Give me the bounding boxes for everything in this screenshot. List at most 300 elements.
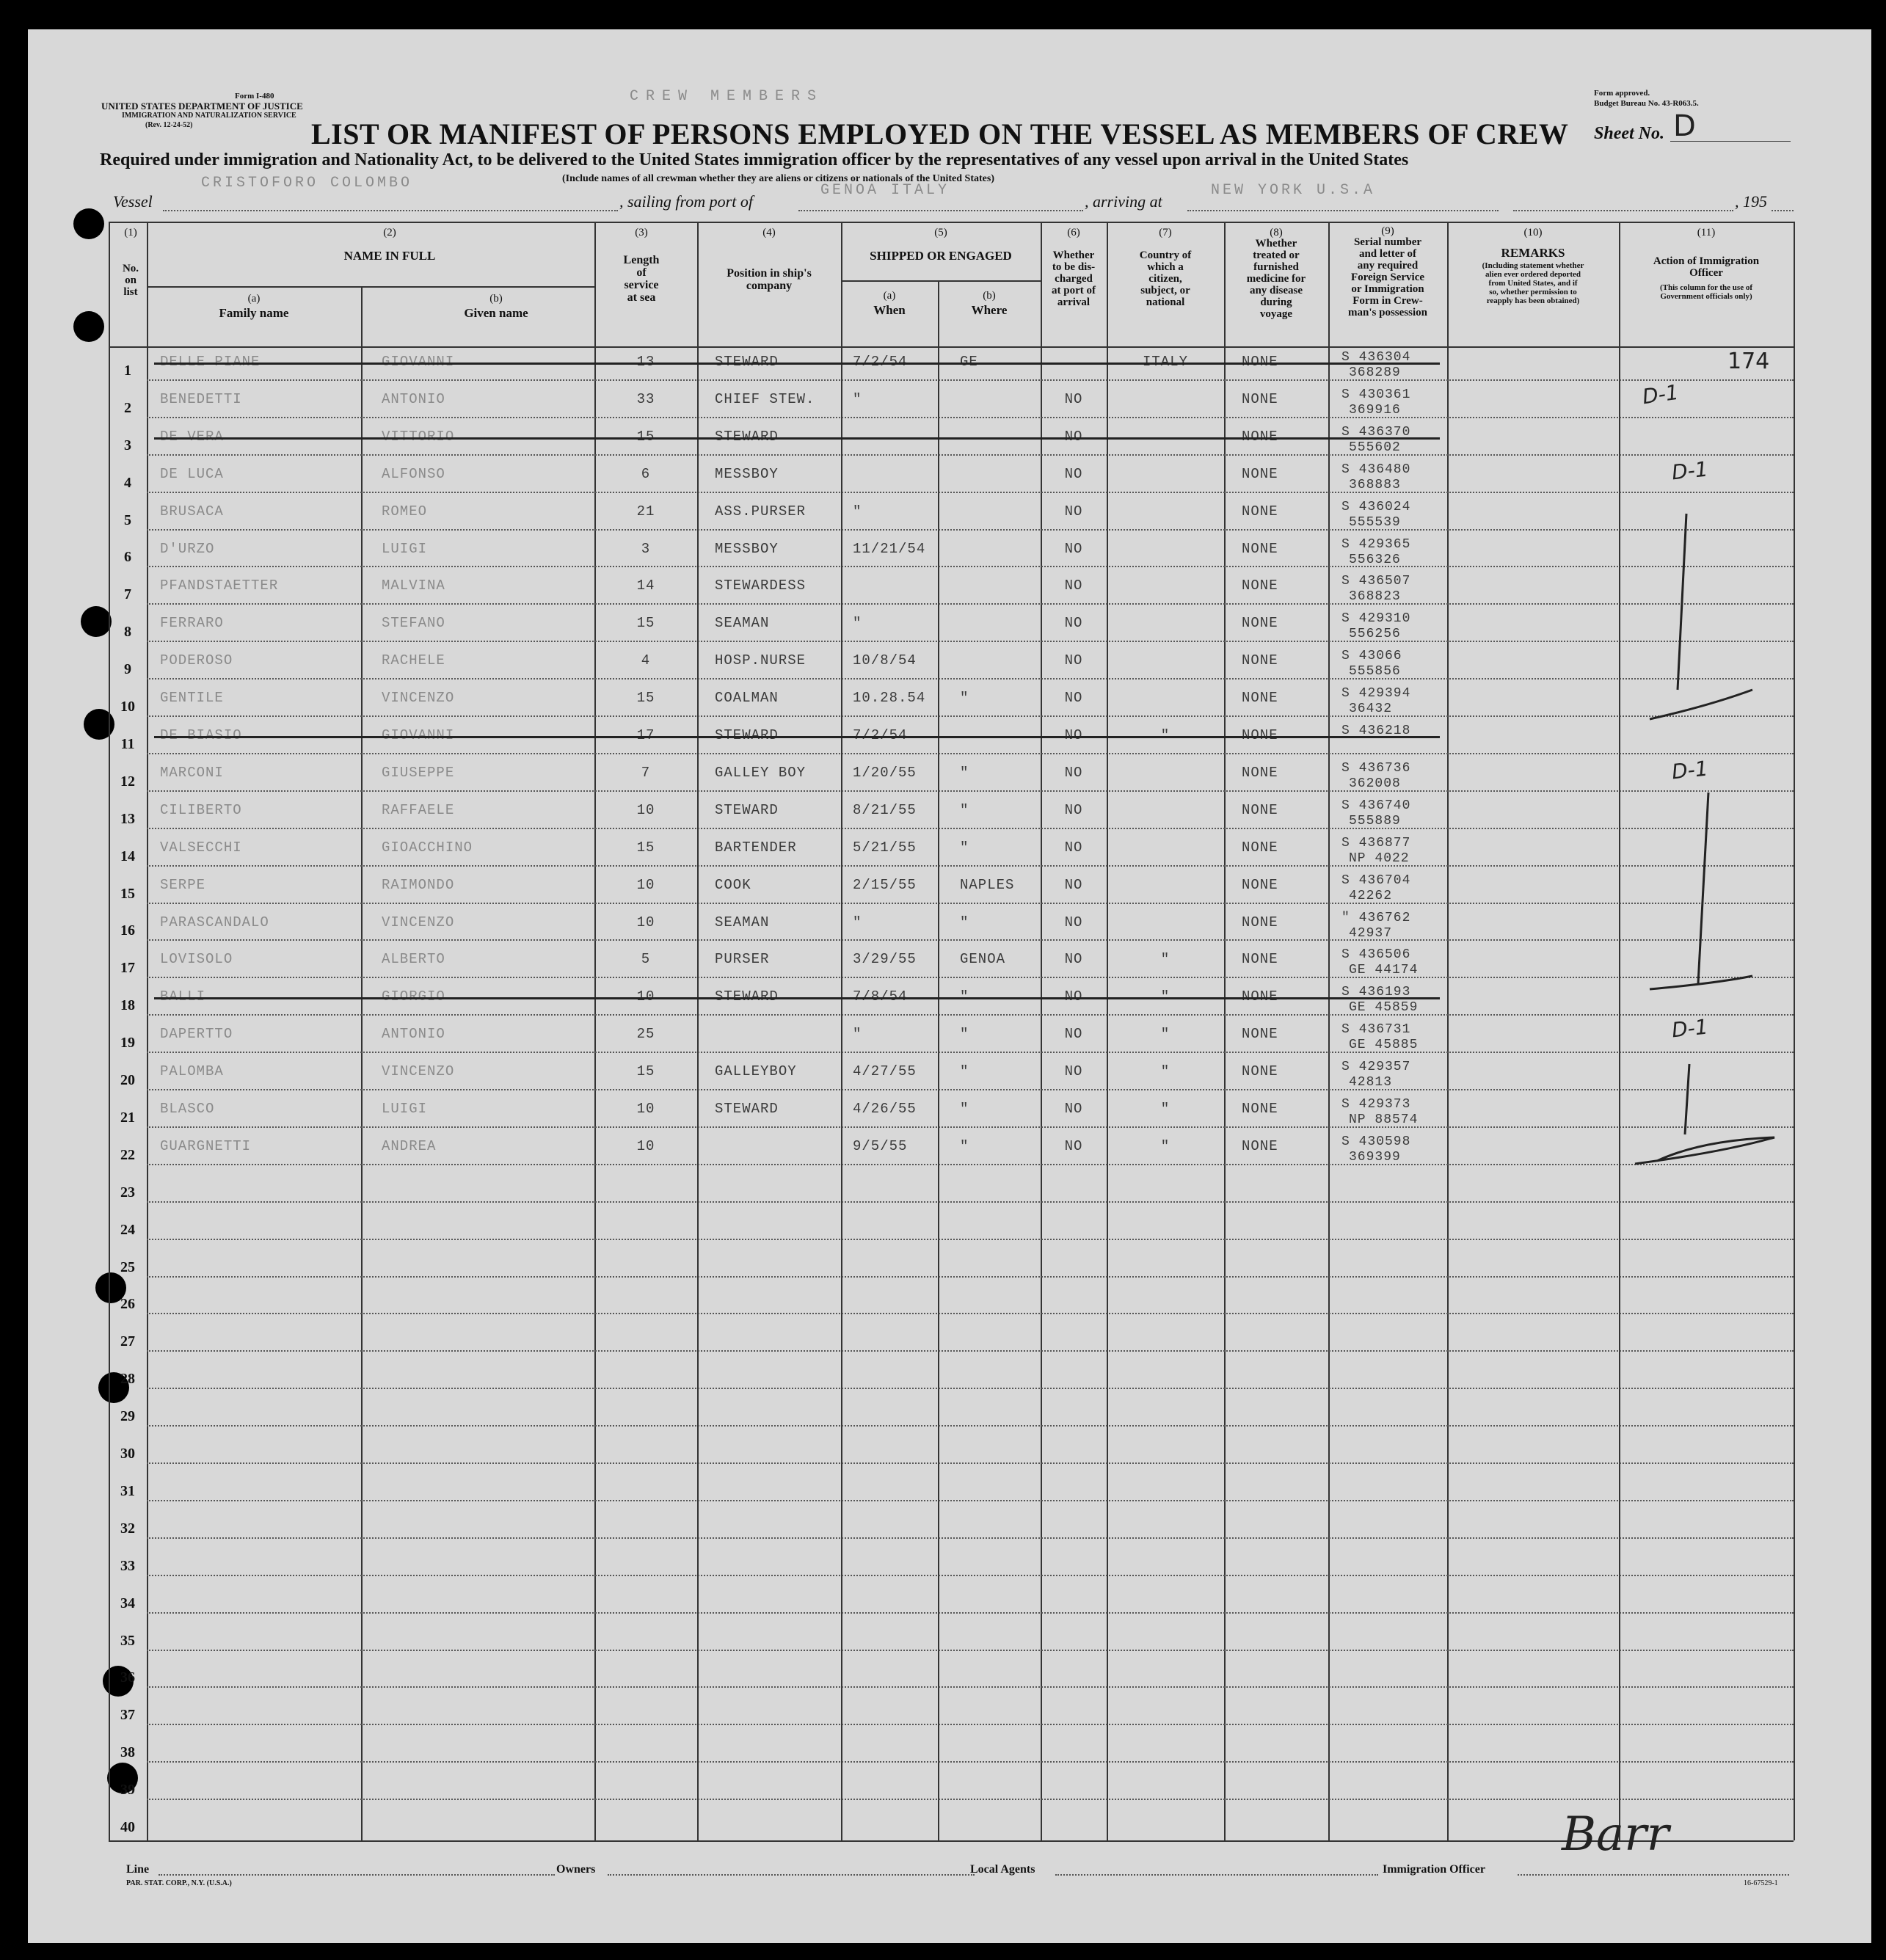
cell-service: 10 xyxy=(636,801,655,818)
cell-serial-2: 369916 xyxy=(1349,402,1401,418)
line-number: 13 xyxy=(120,810,135,827)
punch-hole xyxy=(73,311,104,342)
cell-country: " xyxy=(1160,1137,1170,1154)
cell-service: 25 xyxy=(636,1026,655,1043)
cell-family: D'URZO xyxy=(160,540,215,557)
col3-label: Length of service at sea xyxy=(623,254,660,304)
cell-serial: S 436304 xyxy=(1341,350,1411,365)
page-title: LIST OR MANIFEST OF PERSONS EMPLOYED ON THE VESSEL AS MEMBERS OF CREW xyxy=(311,117,1569,150)
line-number: 27 xyxy=(120,1333,135,1350)
cell-discharge: NO xyxy=(1064,801,1083,818)
col2a-number: (a) xyxy=(247,293,261,305)
cell-serial: S 43066 xyxy=(1341,649,1402,664)
cell-serial-2: 36432 xyxy=(1349,702,1393,717)
cell-service: 3 xyxy=(641,540,651,557)
cell-medicine: NONE xyxy=(1242,578,1278,594)
cell-service: 10 xyxy=(636,914,655,930)
form-number: Form I-480 xyxy=(235,92,274,101)
cell-discharge: NO xyxy=(1064,428,1083,445)
line-number: 3 xyxy=(124,437,131,453)
cell-discharge: NO xyxy=(1064,390,1083,407)
line-number: 8 xyxy=(124,624,131,641)
cell-given: RAIMONDO xyxy=(382,876,455,893)
cell-service: 5 xyxy=(641,951,651,968)
cell-given: VITTORIO xyxy=(382,428,455,445)
officer-mark: D-1 xyxy=(1670,456,1710,485)
cell-family: DE VERA xyxy=(160,428,224,445)
cell-serial-2: 555889 xyxy=(1349,813,1401,828)
cell-service: 10 xyxy=(636,988,655,1005)
line-number: 2 xyxy=(124,399,131,416)
cell-serial: S 436877 xyxy=(1341,835,1411,850)
officer-mark: D-1 xyxy=(1670,756,1710,784)
cell-where: " xyxy=(960,988,969,1005)
cell-discharge: NO xyxy=(1064,764,1083,781)
cell-serial: S 436193 xyxy=(1341,985,1411,1000)
col5b-label: Where xyxy=(971,303,1008,317)
line-number: 5 xyxy=(124,511,131,528)
cell-medicine: NONE xyxy=(1242,390,1278,407)
arriving-value: NEW YORK U.S.A xyxy=(1211,182,1376,199)
cell-given: MALVINA xyxy=(382,578,445,594)
cell-given: GIOVANNI xyxy=(382,727,455,743)
punch-hole xyxy=(81,606,112,637)
cell-serial-2: 555856 xyxy=(1349,664,1401,680)
punch-hole xyxy=(73,208,104,239)
cell-service: 7 xyxy=(641,764,651,781)
cell-family: CILIBERTO xyxy=(160,801,242,818)
cell-serial: S 436218 xyxy=(1341,724,1411,738)
cell-when: " xyxy=(853,914,862,930)
cell-position: BARTENDER xyxy=(715,839,797,856)
cell-family: PALOMBA xyxy=(160,1063,224,1080)
cell-family: DELLE PIANE xyxy=(160,354,261,370)
cell-given: ANTONIO xyxy=(382,1026,445,1043)
line-number: 36 xyxy=(120,1669,135,1686)
line-number: 6 xyxy=(124,549,131,566)
cell-when: " xyxy=(853,503,862,520)
col9-number: (9) xyxy=(1381,225,1394,237)
line-number: 21 xyxy=(120,1109,135,1126)
cell-where: " xyxy=(960,1063,969,1080)
line-number: 4 xyxy=(124,474,131,491)
line-number: 12 xyxy=(120,773,135,790)
cell-serial: S 436740 xyxy=(1341,798,1411,813)
cell-when: 10.28.54 xyxy=(853,690,926,707)
cell-when: 2/15/55 xyxy=(853,876,917,893)
col10-number: (10) xyxy=(1523,227,1543,238)
cell-serial-2: GE 45859 xyxy=(1349,1000,1419,1016)
cell-medicine: NONE xyxy=(1242,652,1278,669)
cell-serial: S 436506 xyxy=(1341,947,1411,963)
line-number: 1 xyxy=(124,362,131,379)
cell-discharge: NO xyxy=(1064,1063,1083,1080)
cell-serial-2: 42813 xyxy=(1349,1075,1393,1090)
cell-medicine: NONE xyxy=(1242,876,1278,893)
cell-where: GE xyxy=(960,354,978,370)
include-note: (Include names of all crewman whether they are aliens or citizens or nationals of the United States) xyxy=(562,173,994,184)
line-number: 26 xyxy=(120,1296,135,1313)
line-number: 19 xyxy=(120,1035,135,1052)
cell-medicine: NONE xyxy=(1242,1137,1278,1154)
cell-discharge: NO xyxy=(1064,727,1083,743)
cell-serial: S 429365 xyxy=(1341,536,1411,552)
cell-family: DE LUCA xyxy=(160,465,224,482)
cell-serial: S 436024 xyxy=(1341,499,1411,514)
cell-position: CHIEF STEW. xyxy=(715,390,815,407)
form-revision: (Rev. 12-24-52) xyxy=(145,121,193,129)
sheet-value: D xyxy=(1673,109,1696,143)
line-number: 35 xyxy=(120,1632,135,1649)
cell-where: " xyxy=(960,839,969,856)
cell-serial-2: 556326 xyxy=(1349,552,1401,567)
cell-given: ALBERTO xyxy=(382,951,445,968)
cell-discharge: NO xyxy=(1064,1137,1083,1154)
cell-position: COOK xyxy=(715,876,751,893)
cell-service: 15 xyxy=(636,1063,655,1080)
line-number: 28 xyxy=(120,1371,135,1388)
officer-mark: D-1 xyxy=(1640,379,1681,409)
cell-given: LUIGI xyxy=(382,540,428,557)
cell-family: BENEDETTI xyxy=(160,390,242,407)
cell-family: DAPERTTO xyxy=(160,1026,233,1043)
cell-family: GENTILE xyxy=(160,690,224,707)
cell-position: STEWARD xyxy=(715,727,779,743)
col1-number: (1) xyxy=(124,227,137,238)
line-number: 20 xyxy=(120,1072,135,1088)
cell-serial-2: 42262 xyxy=(1349,888,1393,903)
cell-service: 4 xyxy=(641,652,651,669)
cell-discharge: NO xyxy=(1064,503,1083,520)
footer-line-label: Line xyxy=(126,1863,150,1876)
line-number: 39 xyxy=(120,1782,135,1799)
cell-serial-2: NP 4022 xyxy=(1349,850,1410,866)
cell-country: " xyxy=(1160,727,1170,743)
cell-when: 11/21/54 xyxy=(853,540,926,557)
col6-label: Whether to be dis- charged at port of arrival xyxy=(1052,249,1096,308)
cell-position: STEWARD xyxy=(715,801,779,818)
cell-service: 14 xyxy=(636,578,655,594)
cell-country: " xyxy=(1160,988,1170,1005)
cell-service: 21 xyxy=(636,503,655,520)
approval-line-1: Form approved. xyxy=(1594,89,1650,98)
cell-country: " xyxy=(1160,1063,1170,1080)
cell-serial: S 436731 xyxy=(1341,1022,1411,1038)
cell-position: STEWARD xyxy=(715,988,779,1005)
cell-family: VALSECCHI xyxy=(160,839,242,856)
col4-number: (4) xyxy=(762,227,776,238)
cell-service: 6 xyxy=(641,465,651,482)
cell-given: ANTONIO xyxy=(382,390,445,407)
cell-family: PODEROSO xyxy=(160,652,233,669)
cell-discharge: NO xyxy=(1064,951,1083,968)
cell-medicine: NONE xyxy=(1242,1101,1278,1117)
cell-discharge: NO xyxy=(1064,690,1083,707)
cell-given: GIUSEPPE xyxy=(382,764,455,781)
cell-where: " xyxy=(960,1026,969,1043)
service-name: IMMIGRATION AND NATURALIZATION SERVICE xyxy=(122,112,296,120)
line-number: 32 xyxy=(120,1520,135,1537)
cell-service: 15 xyxy=(636,839,655,856)
sheet-label: Sheet No. xyxy=(1594,124,1664,143)
crew-members-stamp: CREW MEMBERS xyxy=(630,88,824,105)
line-number: 37 xyxy=(120,1707,135,1724)
cell-given: GIOACCHINO xyxy=(382,839,473,856)
cell-serial-2: GE 45885 xyxy=(1349,1038,1419,1053)
footer-officer-label: Immigration Officer xyxy=(1383,1863,1485,1876)
cell-where: GENOA xyxy=(960,951,1006,968)
line-number: 31 xyxy=(120,1482,135,1499)
cell-given: VINCENZO xyxy=(382,1063,455,1080)
cell-serial: S 436507 xyxy=(1341,574,1411,589)
cell-position: SEAMAN xyxy=(715,914,770,930)
cell-country: ITALY xyxy=(1142,354,1188,370)
cell-discharge: NO xyxy=(1064,876,1083,893)
cell-serial: S 429357 xyxy=(1341,1060,1411,1075)
col2-label: NAME IN FULL xyxy=(343,249,436,263)
cell-service: 15 xyxy=(636,690,655,707)
strike-through-line xyxy=(154,736,1440,738)
cell-family: FERRARO xyxy=(160,615,224,632)
line-number: 30 xyxy=(120,1446,135,1462)
cell-position: ASS.PURSER xyxy=(715,503,807,520)
cell-when: 5/21/55 xyxy=(853,839,917,856)
cell-discharge: NO xyxy=(1064,578,1083,594)
cell-serial-2: 369399 xyxy=(1349,1149,1401,1165)
line-number: 23 xyxy=(120,1184,135,1201)
col1-label: No. on list xyxy=(122,263,139,298)
cell-service: 17 xyxy=(636,727,655,743)
department-name: UNITED STATES DEPARTMENT OF JUSTICE xyxy=(101,101,303,112)
cell-family: BALLI xyxy=(160,988,206,1005)
cell-when: 9/5/55 xyxy=(853,1137,908,1154)
cell-family: BRUSACA xyxy=(160,503,224,520)
cell-medicine: NONE xyxy=(1242,988,1278,1005)
cell-when: 8/21/55 xyxy=(853,801,917,818)
cell-given: LUIGI xyxy=(382,1101,428,1117)
cell-medicine: NONE xyxy=(1242,951,1278,968)
year-label: , 195 xyxy=(1735,192,1767,211)
cell-medicine: NONE xyxy=(1242,503,1278,520)
cell-country: " xyxy=(1160,1026,1170,1043)
cell-given: ROMEO xyxy=(382,503,428,520)
cell-where: " xyxy=(960,690,969,707)
col11-note: (This column for the use of Government officials only) xyxy=(1660,283,1752,301)
cell-serial-2: 362008 xyxy=(1349,776,1401,791)
cell-position: HOSP.NURSE xyxy=(715,652,807,669)
cell-country: " xyxy=(1160,951,1170,968)
cell-when: 3/29/55 xyxy=(853,951,917,968)
cell-serial-2: 555539 xyxy=(1349,514,1401,530)
cell-service: 10 xyxy=(636,1101,655,1117)
col5b-number: (b) xyxy=(983,290,996,302)
cell-family: PFANDSTAETTER xyxy=(160,578,279,594)
col2a-label: Family name xyxy=(219,306,289,320)
cell-serial: S 436736 xyxy=(1341,760,1411,776)
line-number: 14 xyxy=(120,848,135,864)
cell-service: 33 xyxy=(636,390,655,407)
cell-given: GIOVANNI xyxy=(382,354,455,370)
col7-label: Country of which a citizen, subject, or national xyxy=(1139,249,1192,308)
cell-position: STEWARD xyxy=(715,428,779,445)
col5-label: SHIPPED OR ENGAGED xyxy=(870,249,1012,263)
line-number: 22 xyxy=(120,1146,135,1163)
cell-serial: S 436370 xyxy=(1341,424,1411,440)
cell-when: 4/26/55 xyxy=(853,1101,917,1117)
cell-position: GALLEY BOY xyxy=(715,764,807,781)
strike-through-line xyxy=(154,997,1440,999)
cell-family: MARCONI xyxy=(160,764,224,781)
cell-where: NAPLES xyxy=(960,876,1015,893)
cell-family: DE BIASIO xyxy=(160,727,242,743)
cell-serial-2: 368289 xyxy=(1349,365,1401,380)
cell-position: STEWARD xyxy=(715,1101,779,1117)
cell-service: 15 xyxy=(636,428,655,445)
cell-serial-2: 555602 xyxy=(1349,440,1401,455)
col10-note: (Including statement whether alien ever ordered deported from United States, and if so, whether permission to reapply has been obtained) xyxy=(1482,261,1584,305)
strike-through-line xyxy=(154,437,1440,440)
cell-service: 10 xyxy=(636,876,655,893)
cell-service: 15 xyxy=(636,615,655,632)
cell-when: 7/2/54 xyxy=(853,354,908,370)
cell-where: " xyxy=(960,1101,969,1117)
cell-position: MESSBOY xyxy=(715,465,779,482)
line-number: 17 xyxy=(120,960,135,977)
cell-medicine: NONE xyxy=(1242,465,1278,482)
cell-medicine: NONE xyxy=(1242,764,1278,781)
col8-label: Whether treated or furnished medicine for any disease during voyage xyxy=(1246,238,1306,320)
col6-number: (6) xyxy=(1067,227,1080,238)
cell-medicine: NONE xyxy=(1242,839,1278,856)
line-number: 11 xyxy=(120,735,135,752)
cell-discharge: NO xyxy=(1064,652,1083,669)
cell-medicine: NONE xyxy=(1242,428,1278,445)
vessel-label: Vessel xyxy=(113,192,153,211)
cell-medicine: NONE xyxy=(1242,801,1278,818)
cell-service: 13 xyxy=(636,354,655,370)
cell-where: " xyxy=(960,801,969,818)
cell-given: VINCENZO xyxy=(382,914,455,930)
cell-medicine: NONE xyxy=(1242,1026,1278,1043)
cell-given: ANDREA xyxy=(382,1137,437,1154)
cell-serial: " 436762 xyxy=(1341,910,1411,925)
cell-family: LOVISOLO xyxy=(160,951,233,968)
approval-line-2: Budget Bureau No. 43-R063.5. xyxy=(1594,99,1699,108)
cell-when: 7/8/54 xyxy=(853,988,908,1005)
cell-medicine: NONE xyxy=(1242,540,1278,557)
cell-where: " xyxy=(960,764,969,781)
cell-serial: S 429310 xyxy=(1341,611,1411,627)
cell-serial-2: NP 88574 xyxy=(1349,1112,1419,1127)
col4-label: Position in ship's company xyxy=(727,267,812,292)
cell-medicine: NONE xyxy=(1242,690,1278,707)
cell-serial-2: 368883 xyxy=(1349,477,1401,492)
col11-label: Action of Immigration Officer xyxy=(1653,255,1760,279)
cell-family: BLASCO xyxy=(160,1101,215,1117)
cell-position: SEAMAN xyxy=(715,615,770,632)
officer-mark: D-1 xyxy=(1670,1014,1710,1043)
line-number: 24 xyxy=(120,1221,135,1238)
cell-family: SERPE xyxy=(160,876,206,893)
cell-serial: S 430598 xyxy=(1341,1134,1411,1149)
cell-serial-2: 556256 xyxy=(1349,627,1401,642)
vessel-value: CRISTOFORO COLOMBO xyxy=(201,175,413,192)
cell-position: COALMAN xyxy=(715,690,779,707)
manifest-page xyxy=(28,29,1871,1943)
col7-number: (7) xyxy=(1159,227,1172,238)
cell-when: " xyxy=(853,1026,862,1043)
cell-medicine: NONE xyxy=(1242,354,1278,370)
line-number: 34 xyxy=(120,1595,135,1611)
cell-discharge: NO xyxy=(1064,1101,1083,1117)
cell-serial: S 430361 xyxy=(1341,387,1411,402)
cell-country: " xyxy=(1160,1101,1170,1117)
cell-discharge: NO xyxy=(1064,465,1083,482)
col8-number: (8) xyxy=(1270,227,1283,238)
cell-service: 10 xyxy=(636,1137,655,1154)
cell-position: STEWARDESS xyxy=(715,578,807,594)
cell-medicine: NONE xyxy=(1242,1063,1278,1080)
cell-discharge: NO xyxy=(1064,988,1083,1005)
cell-when: 10/8/54 xyxy=(853,652,917,669)
cell-when: 4/27/55 xyxy=(853,1063,917,1080)
cell-where: " xyxy=(960,1137,969,1154)
col5a-number: (a) xyxy=(883,290,896,302)
cell-discharge: NO xyxy=(1064,540,1083,557)
col2b-label: Given name xyxy=(464,306,528,320)
cell-discharge: NO xyxy=(1064,615,1083,632)
cell-position: STEWARD xyxy=(715,354,779,370)
cell-when: 1/20/55 xyxy=(853,764,917,781)
cell-where: " xyxy=(960,914,969,930)
cell-position: MESSBOY xyxy=(715,540,779,557)
line-number: 16 xyxy=(120,922,135,939)
cell-medicine: NONE xyxy=(1242,727,1278,743)
cell-discharge: NO xyxy=(1064,1026,1083,1043)
cell-discharge: NO xyxy=(1064,914,1083,930)
strike-through-line xyxy=(154,363,1440,365)
line-number: 40 xyxy=(120,1819,135,1835)
col2b-number: (b) xyxy=(489,293,503,305)
cell-position: GALLEYBOY xyxy=(715,1063,797,1080)
cell-discharge: NO xyxy=(1064,839,1083,856)
sheet-count-annotation: 174 xyxy=(1727,349,1770,374)
line-number: 15 xyxy=(120,885,135,902)
col2-number: (2) xyxy=(383,227,396,238)
cell-family: GUARGNETTI xyxy=(160,1137,252,1154)
cell-medicine: NONE xyxy=(1242,914,1278,930)
cell-family: PARASCANDALO xyxy=(160,914,269,930)
cell-medicine: NONE xyxy=(1242,615,1278,632)
line-number: 29 xyxy=(120,1408,135,1425)
cell-serial-2: 42937 xyxy=(1349,925,1393,941)
col9-label: Serial number and letter of any required Foreign Service or Immigration Form in Crew- man's possession xyxy=(1348,236,1427,318)
cell-given: RAFFAELE xyxy=(382,801,455,818)
arriving-label: , arriving at xyxy=(1085,192,1162,211)
sailing-value: GENOA ITALY xyxy=(820,182,950,199)
cell-given: GIORGIO xyxy=(382,988,445,1005)
col5-number: (5) xyxy=(934,227,947,238)
line-number: 7 xyxy=(124,586,131,603)
printer-imprint: PAR. STAT. CORP., N.Y. (U.S.A.) xyxy=(126,1879,232,1887)
line-number: 10 xyxy=(120,699,135,715)
col3-number: (3) xyxy=(635,227,648,238)
cell-serial: S 429394 xyxy=(1341,686,1411,702)
footer-owners-label: Owners xyxy=(556,1863,596,1876)
cell-serial: S 436480 xyxy=(1341,462,1411,477)
col10-label: REMARKS xyxy=(1501,246,1565,260)
line-number: 9 xyxy=(124,661,131,678)
